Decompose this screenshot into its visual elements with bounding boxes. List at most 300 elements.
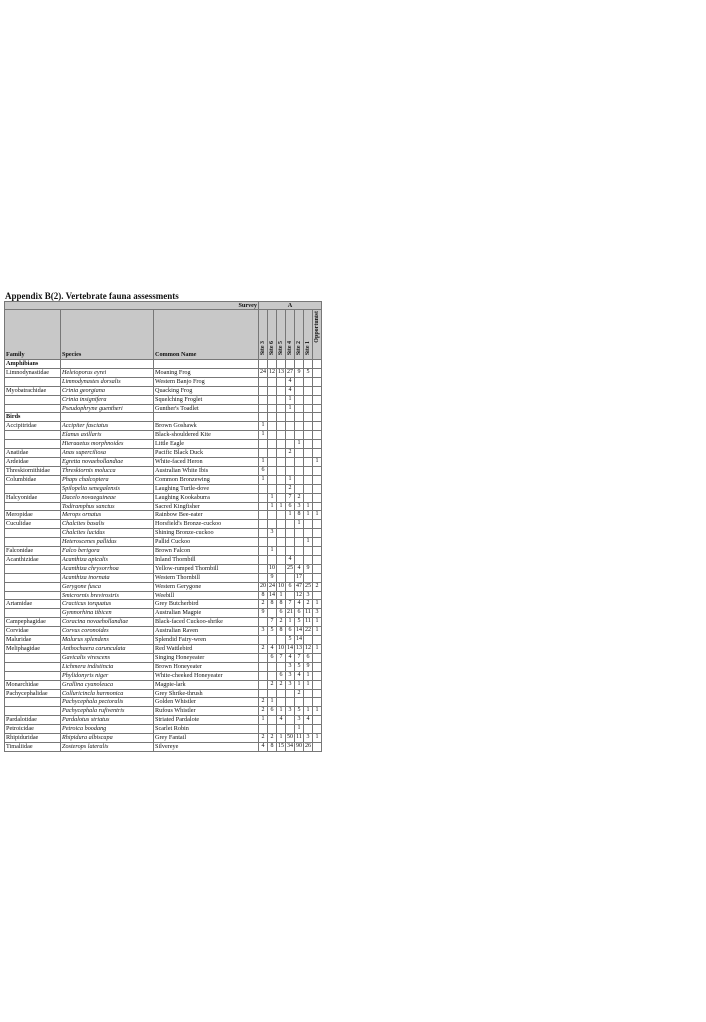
count-cell: 6 (286, 582, 295, 591)
count-cell (295, 386, 304, 395)
family-cell: Limnodynastidae (5, 368, 61, 377)
count-cell: 6 (277, 671, 286, 680)
species-cell: Phaps chalcoptera (61, 475, 154, 484)
count-cell (259, 484, 268, 493)
species-cell: Gymnorhina tibicen (61, 609, 154, 618)
empty-cell (268, 413, 277, 422)
common-name-cell: Pallid Cuckoo (154, 538, 259, 547)
count-cell: 5 (268, 627, 277, 636)
empty-cell (295, 360, 304, 369)
count-cell: 9 (295, 368, 304, 377)
count-cell (259, 377, 268, 386)
count-cell: 2 (286, 449, 295, 458)
count-cell (313, 671, 322, 680)
count-cell (313, 520, 322, 529)
family-cell (5, 538, 61, 547)
species-cell: Pachycephala rufiventris (61, 707, 154, 716)
family-cell: Maluridae (5, 636, 61, 645)
table-row (5, 529, 322, 538)
family-cell: Petroicidae (5, 725, 61, 734)
count-cell: 1 (304, 538, 313, 547)
count-cell: 1 (259, 457, 268, 466)
count-cell (268, 609, 277, 618)
survey-label: Survey (5, 302, 259, 310)
count-cell (277, 698, 286, 707)
species-cell: Falco berigora (61, 547, 154, 556)
count-cell (313, 475, 322, 484)
count-cell (304, 484, 313, 493)
table-row (5, 493, 322, 502)
empty-cell (268, 360, 277, 369)
count-cell (313, 377, 322, 386)
count-cell: 3 (304, 734, 313, 743)
count-cell: 2 (259, 645, 268, 654)
family-cell (5, 564, 61, 573)
table-row (5, 440, 322, 449)
species-cell: Hieraaetus morphnoides (61, 440, 154, 449)
species-cell: Crinia georgiana (61, 386, 154, 395)
table-row (5, 502, 322, 511)
count-cell (313, 725, 322, 734)
count-cell (304, 475, 313, 484)
count-cell (277, 404, 286, 413)
count-cell: 4 (295, 600, 304, 609)
family-cell (5, 484, 61, 493)
count-cell: 9 (304, 662, 313, 671)
species-cell: Gavicalis virescens (61, 653, 154, 662)
count-cell (304, 422, 313, 431)
count-cell: 47 (295, 582, 304, 591)
count-cell: 1 (286, 395, 295, 404)
count-cell (268, 466, 277, 475)
count-cell: 6 (259, 466, 268, 475)
count-cell (295, 555, 304, 564)
table-row (5, 520, 322, 529)
count-cell (295, 484, 304, 493)
count-cell (313, 422, 322, 431)
count-cell (259, 671, 268, 680)
common-name-cell: Pacific Black Duck (154, 449, 259, 458)
count-cell (268, 662, 277, 671)
count-cell: 1 (295, 725, 304, 734)
count-cell: 1 (313, 645, 322, 654)
common-name-cell: Horsfield's Bronze-cuckoo (154, 520, 259, 529)
count-cell: 1 (295, 520, 304, 529)
count-cell (313, 529, 322, 538)
count-cell (304, 573, 313, 582)
count-cell: 1 (304, 707, 313, 716)
count-cell: 2 (259, 707, 268, 716)
count-cell: 6 (268, 707, 277, 716)
count-cell: 90 (295, 742, 304, 751)
species-cell: Smicrornis brevirostris (61, 591, 154, 600)
common-name-cell: Common Bronzewing (154, 475, 259, 484)
count-cell: 1 (304, 511, 313, 520)
count-cell (304, 529, 313, 538)
family-cell (5, 440, 61, 449)
species-cell: Elanus axillaris (61, 431, 154, 440)
count-cell (304, 547, 313, 556)
count-cell (277, 466, 286, 475)
count-cell (277, 431, 286, 440)
count-cell (259, 404, 268, 413)
common-name-cell: Western Thornbill (154, 573, 259, 582)
family-cell: Meliphagidae (5, 645, 61, 654)
table-row (5, 698, 322, 707)
common-name-cell: Sacred Kingfisher (154, 502, 259, 511)
table-row (5, 395, 322, 404)
count-cell: 8 (259, 591, 268, 600)
empty-cell (313, 360, 322, 369)
count-cell (313, 538, 322, 547)
common-name-header: Common Name (154, 310, 259, 360)
count-cell: 1 (268, 493, 277, 502)
table-row (5, 734, 322, 743)
count-cell: 1 (304, 502, 313, 511)
table-row (5, 386, 322, 395)
common-name-cell: Black-shouldered Kite (154, 431, 259, 440)
family-cell (5, 662, 61, 671)
count-cell (286, 538, 295, 547)
family-cell: Corvidae (5, 627, 61, 636)
count-cell (268, 377, 277, 386)
family-cell (5, 404, 61, 413)
family-cell: Pachycephalidae (5, 689, 61, 698)
common-name-cell: Silvereye (154, 742, 259, 751)
species-cell: Threskiornis molucca (61, 466, 154, 475)
count-cell: 1 (286, 511, 295, 520)
family-cell (5, 609, 61, 618)
family-cell: Ardeidae (5, 457, 61, 466)
common-name-cell: Singing Honeyeater (154, 653, 259, 662)
count-cell (259, 520, 268, 529)
count-cell (277, 547, 286, 556)
count-cell: 14 (268, 591, 277, 600)
count-cell (259, 555, 268, 564)
empty-cell (277, 413, 286, 422)
count-cell (268, 511, 277, 520)
count-cell: 15 (277, 742, 286, 751)
count-cell (268, 716, 277, 725)
species-cell: Acanthiza apicalis (61, 555, 154, 564)
count-cell (286, 422, 295, 431)
opportunist-header: Opportunist (313, 310, 322, 360)
common-name-cell: Brown Goshawk (154, 422, 259, 431)
count-cell (313, 395, 322, 404)
count-cell (313, 404, 322, 413)
count-cell (259, 573, 268, 582)
common-name-cell: Black-faced Cuckoo-shrike (154, 618, 259, 627)
count-cell: 2 (268, 734, 277, 743)
species-cell: Anthochaera carunculata (61, 645, 154, 654)
count-cell (277, 636, 286, 645)
count-cell (295, 475, 304, 484)
count-cell: 7 (277, 653, 286, 662)
count-cell (259, 386, 268, 395)
count-cell (313, 449, 322, 458)
count-cell (259, 449, 268, 458)
common-name-cell: Rainbow Bee-eater (154, 511, 259, 520)
count-cell (313, 591, 322, 600)
family-cell (5, 395, 61, 404)
count-cell (259, 618, 268, 627)
common-name-cell: Yellow-rumped Thornbill (154, 564, 259, 573)
species-cell: Gerygone fusca (61, 582, 154, 591)
count-cell (313, 698, 322, 707)
count-cell (304, 386, 313, 395)
table-row (5, 431, 322, 440)
count-cell (304, 440, 313, 449)
count-cell (259, 653, 268, 662)
table-row (5, 555, 322, 564)
count-cell: 6 (268, 653, 277, 662)
count-cell: 7 (286, 600, 295, 609)
count-cell (286, 725, 295, 734)
count-cell (295, 698, 304, 707)
count-cell: 14 (295, 627, 304, 636)
count-cell (277, 493, 286, 502)
count-cell (277, 475, 286, 484)
family-cell (5, 377, 61, 386)
count-cell (304, 466, 313, 475)
count-cell (277, 529, 286, 538)
count-cell (304, 725, 313, 734)
count-cell: 11 (295, 734, 304, 743)
count-cell: 1 (313, 618, 322, 627)
table-row (5, 538, 322, 547)
site-header: Site 5 (277, 310, 286, 360)
family-cell (5, 671, 61, 680)
common-name-cell: Squelching Froglet (154, 395, 259, 404)
common-name-cell: Quacking Frog (154, 386, 259, 395)
count-cell (277, 395, 286, 404)
family-cell: Pardalotidae (5, 716, 61, 725)
count-cell (277, 457, 286, 466)
count-cell (268, 449, 277, 458)
count-cell (277, 449, 286, 458)
common-name-cell: Grey Shrike-thrush (154, 689, 259, 698)
count-cell (313, 564, 322, 573)
count-cell: 2 (286, 484, 295, 493)
common-name-cell: Gunther's Toadlet (154, 404, 259, 413)
count-cell (313, 555, 322, 564)
count-cell: 17 (295, 573, 304, 582)
count-cell (259, 662, 268, 671)
count-cell (259, 725, 268, 734)
count-cell: 4 (295, 564, 304, 573)
species-cell: Heteroscenes pallidus (61, 538, 154, 547)
species-cell: Zosterops lateralis (61, 742, 154, 751)
table-row (5, 645, 322, 654)
count-cell (268, 404, 277, 413)
species-cell: Coracina novaehollandiae (61, 618, 154, 627)
count-cell: 11 (304, 618, 313, 627)
count-cell: 5 (295, 662, 304, 671)
count-cell: 4 (277, 716, 286, 725)
family-cell: Halcyonidae (5, 493, 61, 502)
section-label: Birds (5, 413, 61, 422)
family-cell: Falconidae (5, 547, 61, 556)
common-name-cell: Brown Falcon (154, 547, 259, 556)
species-cell: Todiramphus sanctus (61, 502, 154, 511)
common-name-cell: Splendid Fairy-wren (154, 636, 259, 645)
count-cell (304, 457, 313, 466)
count-cell (295, 377, 304, 386)
count-cell: 2 (295, 689, 304, 698)
table-row (5, 742, 322, 751)
empty-cell (286, 413, 295, 422)
count-cell (277, 538, 286, 547)
family-cell: Campephagidae (5, 618, 61, 627)
family-cell: Timaliidae (5, 742, 61, 751)
section-row (5, 413, 322, 422)
count-cell (277, 422, 286, 431)
count-cell: 6 (286, 627, 295, 636)
count-cell: 1 (286, 618, 295, 627)
count-cell: 8 (277, 627, 286, 636)
common-name-cell: Brown Honeyeater (154, 662, 259, 671)
count-cell (286, 466, 295, 475)
count-cell (295, 538, 304, 547)
count-cell (304, 404, 313, 413)
table-row (5, 680, 322, 689)
count-cell (313, 484, 322, 493)
count-cell: 1 (286, 475, 295, 484)
count-cell: 1 (313, 627, 322, 636)
family-cell (5, 698, 61, 707)
count-cell: 3 (286, 707, 295, 716)
empty-cell (61, 413, 154, 422)
common-name-cell: Scarlet Robin (154, 725, 259, 734)
common-name-cell: Rufous Whistler (154, 707, 259, 716)
common-name-cell: Laughing Kookaburra (154, 493, 259, 502)
count-cell: 2 (277, 680, 286, 689)
site-header: Site 6 (268, 310, 277, 360)
family-cell: Myobatrachidae (5, 386, 61, 395)
count-cell (295, 431, 304, 440)
count-cell: 4 (286, 555, 295, 564)
count-cell (268, 475, 277, 484)
count-cell: 10 (277, 582, 286, 591)
count-cell (304, 520, 313, 529)
count-cell (313, 716, 322, 725)
count-cell: 9 (304, 564, 313, 573)
count-cell: 1 (295, 680, 304, 689)
count-cell (295, 547, 304, 556)
count-cell (304, 449, 313, 458)
count-cell (259, 511, 268, 520)
count-cell: 1 (259, 431, 268, 440)
species-cell: Lichmera indistincta (61, 662, 154, 671)
family-cell: Acanthizidae (5, 555, 61, 564)
count-cell (286, 573, 295, 582)
count-cell (313, 573, 322, 582)
count-cell: 1 (313, 457, 322, 466)
count-cell (259, 395, 268, 404)
count-cell (259, 636, 268, 645)
count-cell (295, 404, 304, 413)
section-row (5, 360, 322, 369)
common-name-cell: Shining Bronze-cuckoo (154, 529, 259, 538)
empty-cell (259, 413, 268, 422)
count-cell (268, 520, 277, 529)
empty-cell (313, 413, 322, 422)
count-cell: 7 (295, 653, 304, 662)
count-cell (268, 457, 277, 466)
species-cell: Crinia insignifera (61, 395, 154, 404)
count-cell (313, 368, 322, 377)
count-cell (286, 591, 295, 600)
table-row (5, 484, 322, 493)
table-row (5, 618, 322, 627)
species-cell: Corvus coronoides (61, 627, 154, 636)
count-cell: 3 (313, 609, 322, 618)
count-cell: 34 (286, 742, 295, 751)
count-cell (304, 493, 313, 502)
count-cell: 1 (277, 502, 286, 511)
count-cell: 8 (268, 742, 277, 751)
count-cell (268, 689, 277, 698)
site-header: Site 2 (295, 310, 304, 360)
count-cell: 3 (268, 529, 277, 538)
count-cell: 25 (304, 582, 313, 591)
site-header: Site 3 (259, 310, 268, 360)
count-cell (259, 502, 268, 511)
common-name-cell: Magpie-lark (154, 680, 259, 689)
count-cell (313, 386, 322, 395)
count-cell: 1 (268, 547, 277, 556)
count-cell: 1 (313, 511, 322, 520)
count-cell (259, 680, 268, 689)
count-cell: 1 (277, 734, 286, 743)
count-cell (286, 457, 295, 466)
count-cell (277, 662, 286, 671)
count-cell: 1 (268, 698, 277, 707)
count-cell: 3 (259, 627, 268, 636)
species-cell: Anas superciliosa (61, 449, 154, 458)
count-cell: 6 (304, 653, 313, 662)
common-name-cell: Weebill (154, 591, 259, 600)
common-name-cell: White-faced Heron (154, 457, 259, 466)
species-cell: Limnodynastes dorsalis (61, 377, 154, 386)
count-cell (268, 555, 277, 564)
count-cell (304, 395, 313, 404)
count-cell (268, 538, 277, 547)
count-cell (277, 484, 286, 493)
count-cell (313, 742, 322, 751)
species-cell: Dacelo novaeguineae (61, 493, 154, 502)
table-row (5, 725, 322, 734)
count-cell: 4 (259, 742, 268, 751)
table-row (5, 671, 322, 680)
survey-value: A (259, 302, 322, 310)
count-cell (259, 538, 268, 547)
table-row (5, 368, 322, 377)
count-cell (259, 689, 268, 698)
count-cell: 14 (295, 636, 304, 645)
family-cell: Accipitridae (5, 422, 61, 431)
count-cell (313, 431, 322, 440)
count-cell: 2 (259, 600, 268, 609)
count-cell (286, 520, 295, 529)
table-row (5, 707, 322, 716)
count-cell (286, 689, 295, 698)
count-cell: 20 (259, 582, 268, 591)
count-cell (304, 636, 313, 645)
common-name-cell: Moaning Frog (154, 368, 259, 377)
count-cell: 2 (259, 734, 268, 743)
empty-cell (304, 360, 313, 369)
